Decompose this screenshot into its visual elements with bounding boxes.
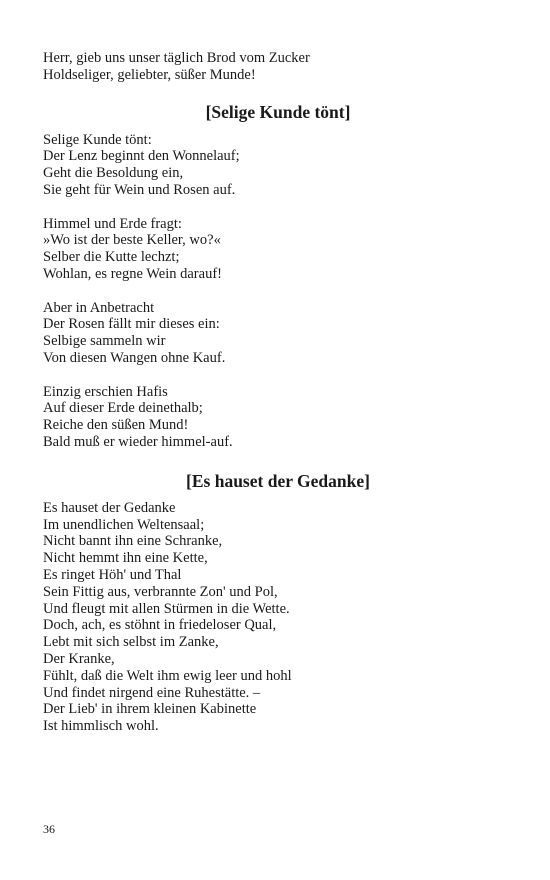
verse-line: Der Lenz beginnt den Wonnelauf; — [43, 148, 240, 165]
verse-line: Und fleugt mit allen Stürmen in die Wette. — [43, 600, 290, 617]
verse-line: Es hauset der Gedanke — [43, 499, 176, 516]
verse-line: Der Rosen fällt mir dieses ein: — [43, 316, 220, 333]
page-body — [43, 50, 513, 735]
verse-line: Wohlan, es regne Wein darauf! — [43, 265, 222, 282]
verse-line: Auf dieser Erde deinethalb; — [43, 400, 203, 417]
verse-line: Ist himmlisch wohl. — [43, 718, 159, 735]
verse-line: Sie geht für Wein und Rosen auf. — [43, 181, 236, 198]
poem-title: [Es hauset der Gedanke] — [186, 470, 370, 491]
stanza — [43, 216, 513, 283]
stanza — [43, 384, 513, 451]
verse-line: Himmel und Erde fragt: — [43, 215, 182, 232]
stanza — [43, 500, 513, 735]
verse-line: Doch, ach, es stöhnt in friedeloser Qual, — [43, 617, 277, 634]
verse-line: Bald muß er wieder himmel-auf. — [43, 433, 233, 450]
page-number: 36 — [43, 822, 55, 836]
verse-line: Von diesen Wangen ohne Kauf. — [43, 349, 226, 366]
stanza — [43, 300, 513, 367]
verse-line: Und findet nirgend eine Ruhestätte. – — [43, 684, 261, 701]
verse-line: Selige Kunde tönt: — [43, 131, 152, 148]
verse-line: Aber in Anbetracht — [43, 299, 155, 316]
verse-line: Nicht bannt ihn eine Schranke, — [43, 533, 223, 550]
verse-line: Fühlt, daß die Welt ihm ewig leer und hohl — [43, 667, 292, 684]
poem-title: [Selige Kunde tönt] — [205, 101, 351, 122]
verse-line: Selber die Kutte lechzt; — [43, 249, 180, 266]
verse-line: »Wo ist der beste Keller, wo?« — [43, 232, 221, 249]
verse-line: Es ringet Höh' und Thal — [43, 566, 182, 583]
verse-line: Reiche den süßen Mund! — [43, 417, 189, 434]
verse-line: Einzig erschien Hafis — [43, 383, 168, 400]
verse-line: Sein Fittig aus, verbrannte Zon' und Pol, — [43, 583, 278, 600]
verse-line: Der Lieb' in ihrem kleinen Kabinette — [43, 701, 257, 718]
verse-line: Der Kranke, — [43, 650, 115, 667]
verse-line: Holdseliger, geliebter, süßer Munde! — [43, 66, 256, 83]
verse-line: Lebt mit sich selbst im Zanke, — [43, 634, 219, 651]
verse-line: Selbige sammeln wir — [43, 333, 166, 350]
verse-line: Nicht hemmt ihn eine Kette, — [43, 550, 208, 567]
verse-line: Herr, gieb uns unser täglich Brod vom Zucker — [43, 50, 310, 66]
verse-line: Geht die Besoldung ein, — [43, 165, 184, 182]
intro-stanza — [43, 50, 513, 84]
verse-line: Im unendlichen Weltensaal; — [43, 516, 205, 533]
stanza — [43, 132, 513, 199]
